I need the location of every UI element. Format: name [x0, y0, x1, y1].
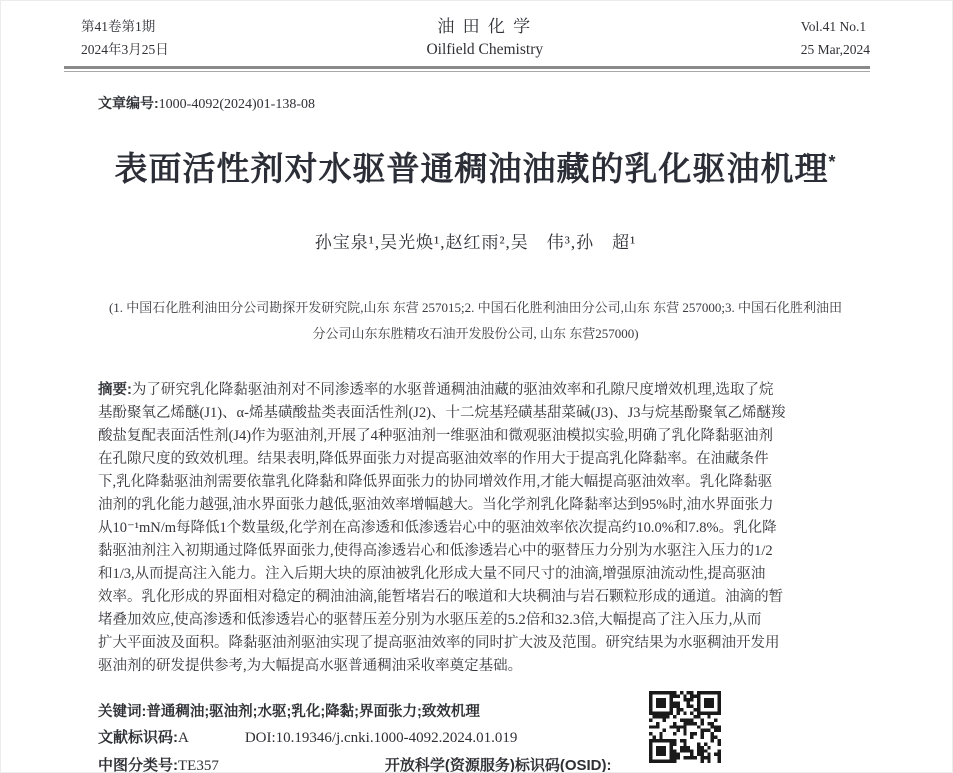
abstract-line: 基酚聚氧乙烯醚(J1)、α-烯基磺酸盐类表面活性剂(J2)、十二烷基羟磺基甜菜碱(J3)、J3与烷基酚聚氧乙烯醚羧: [98, 405, 786, 421]
abstract-line: 从10⁻¹mN/m每降低1个数量级,化学剂在高渗透和低渗透岩心中的驱油效率依次提高约10.0%和7.8%。乳化降: [98, 520, 777, 536]
abstract-line: 下,乳化降黏驱油剂需要依靠乳化降黏和降低界面张力的协同增效作用,才能大幅提高驱油效率。乳化降黏驱: [98, 474, 773, 490]
keywords-value: 普通稠油;驱油剂;水驱;乳化;降黏;界面张力;致效机理: [146, 704, 480, 720]
title-footnote-marker: *: [828, 152, 837, 172]
date-cn: 2024年3月25日: [81, 42, 169, 57]
keywords-label: 关键词:: [98, 704, 147, 720]
journal-name-cn: 油 田 化 学: [437, 17, 533, 36]
journal-header: [81, 15, 870, 61]
clc-value: TE357: [178, 758, 219, 773]
date-en: 25 Mar,2024: [800, 42, 870, 57]
doi-label: DOI:: [244, 730, 276, 746]
journal-name: [426, 15, 543, 61]
document-code-label: 文献标识码:: [98, 729, 178, 746]
article-number-value: 1000-4092(2024)01-138-08: [158, 97, 315, 112]
osid-label: 开放科学(资源服务)标识码(OSID):: [384, 757, 612, 773]
keywords-line: [98, 700, 870, 724]
affiliation-line: 分公司山东东胜精攻石油开发股份公司, 山东 东营257000): [312, 326, 639, 341]
header-issue-info-en: [801, 15, 870, 61]
abstract-line: 驱油剂的研发提供参考,为大幅提高水驱普通稠油采收率奠定基础。: [98, 658, 523, 674]
affiliation-line: (1. 中国石化胜利油田分公司勘探开发研究院,山东 东营 257015;2. 中国石化胜利油田分公司,山东 东营 257000;3. 中国石化胜利油田: [108, 300, 843, 315]
abstract-line: 在孔隙尺度的致效机理。结果表明,降低界面张力对提高驱油效率的作用大于提高乳化降黏率。在油藏条件: [98, 451, 769, 467]
article-number-label: 文章编号:: [98, 95, 159, 111]
clc-label: 中图分类号:: [98, 757, 178, 773]
abstract-line: 和1/3,从而提高注入能力。注入后期大块的原油被乳化形成大量不同尺寸的油滴,增强原油流动性,提高驱油: [98, 566, 766, 582]
header-issue-info: [81, 15, 169, 61]
header-divider: [64, 66, 870, 72]
abstract-line: 酸盐复配表面活性剂(J4)作为驱油剂,开展了4种驱油剂一维驱油和微观驱油模拟实验,明确了乳化降黏驱油剂: [98, 428, 774, 444]
osid-qr-code: [649, 690, 721, 764]
abstract-line: 效率。乳化形成的界面相对稳定的稠油油滴,能暂堵岩石的喉道和大块稠油与岩石颗粒形成的通道。油滴的暂: [98, 589, 784, 605]
document-code-doi-line: [98, 724, 870, 752]
volume-issue-cn: 第41卷第1期: [81, 19, 156, 34]
abstract: [98, 379, 860, 678]
clc-osid-line: [98, 752, 870, 773]
volume-issue-en: Vol.41 No.1: [800, 19, 867, 34]
document-code-value: A: [178, 730, 189, 746]
abstract-label: 摘要:: [98, 382, 132, 398]
doi-value: 10.19346/j.cnki.1000-4092.2024.01.019: [275, 730, 518, 746]
abstract-line: 堵叠加效应,使高渗透和低渗透岩心的驱替压差分别为水驱压差的5.2倍和32.3倍,大幅提高了注入压力,从而: [98, 612, 762, 628]
abstract-line: 油剂的乳化能力越强,油水界面张力越低,驱油效率增幅越大。当化学剂乳化降黏率达到95%时,油水界面张力: [98, 497, 774, 513]
affiliations: [81, 295, 870, 347]
journal-name-en: Oilfield Chemistry: [426, 41, 544, 58]
abstract-line: 扩大平面波及面积。降黏驱油剂驱油实现了提高驱油效率的同时扩大波及范围。研究结果为水驱稠油开发用: [98, 635, 780, 651]
article-number-line: [98, 93, 870, 113]
abstract-line: 摘要:为了研究乳化降黏驱油剂对不同渗透率的水驱普通稠油油藏的驱油效率和孔隙尺度增效机理,选取了烷: [98, 382, 774, 398]
abstract-line: 黏驱油剂注入初期通过降低界面张力,使得高渗透岩心和低渗透岩心中的驱替压力分别为水驱注入压力的1/2: [98, 543, 773, 559]
authors-line: 孙宝泉¹,吴光焕¹,赵红雨²,吴 伟³,孙 超¹: [314, 233, 637, 252]
doi: [245, 730, 517, 746]
paper-title: 表面活性剂对水驱普通稠油油藏的乳化驱油机理*: [114, 150, 837, 187]
